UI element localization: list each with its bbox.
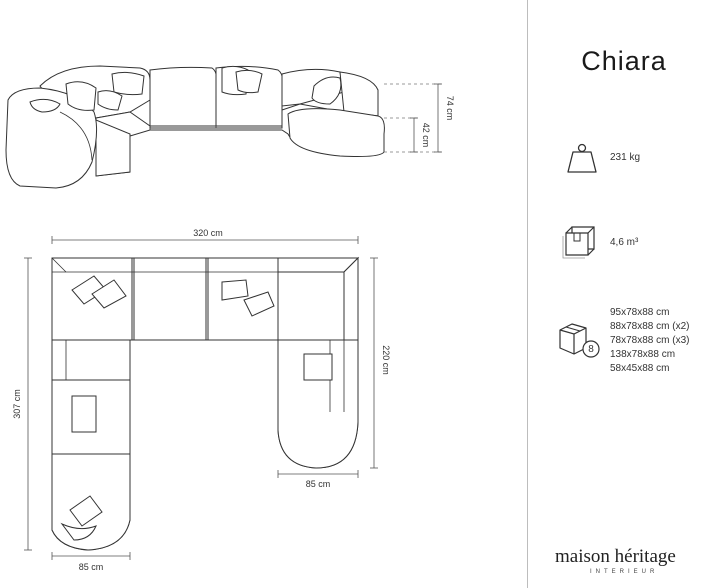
sofa-top-view (52, 258, 358, 550)
seat-height-label: 42 cm (421, 122, 431, 148)
sofa-perspective-view (6, 66, 384, 188)
total-width-label: 320 cm (193, 228, 223, 238)
package-size: 138x78x88 cm (610, 349, 676, 360)
right-depth-label: 220 cm (381, 345, 391, 375)
panel-divider (527, 0, 528, 588)
package-size: 58x45x88 cm (610, 363, 670, 374)
brand-subtitle: INTERIEUR (590, 569, 659, 575)
height-dimensions (384, 84, 455, 152)
package-size-list (610, 306, 689, 376)
back-height-label: 74 cm (445, 95, 455, 121)
left-arm-width-label: 85 cm (78, 562, 104, 572)
package-count: 8 (588, 344, 594, 355)
package-size: 95x78x88 cm (610, 307, 670, 318)
box-icon (560, 223, 600, 261)
brand-logo: maison héritage (555, 546, 676, 567)
weight-icon (565, 142, 599, 174)
weight-value: 231 kg (610, 152, 641, 163)
right-arm-width-label: 85 cm (305, 479, 331, 489)
product-title: Chiara (581, 46, 667, 76)
packages-icon (556, 318, 602, 362)
package-size: 88x78x88 cm (x2) (610, 321, 690, 332)
volume-value: 4,6 m³ (610, 237, 639, 248)
package-size: 78x78x88 cm (x3) (610, 335, 690, 346)
left-depth-label: 307 cm (12, 389, 22, 419)
